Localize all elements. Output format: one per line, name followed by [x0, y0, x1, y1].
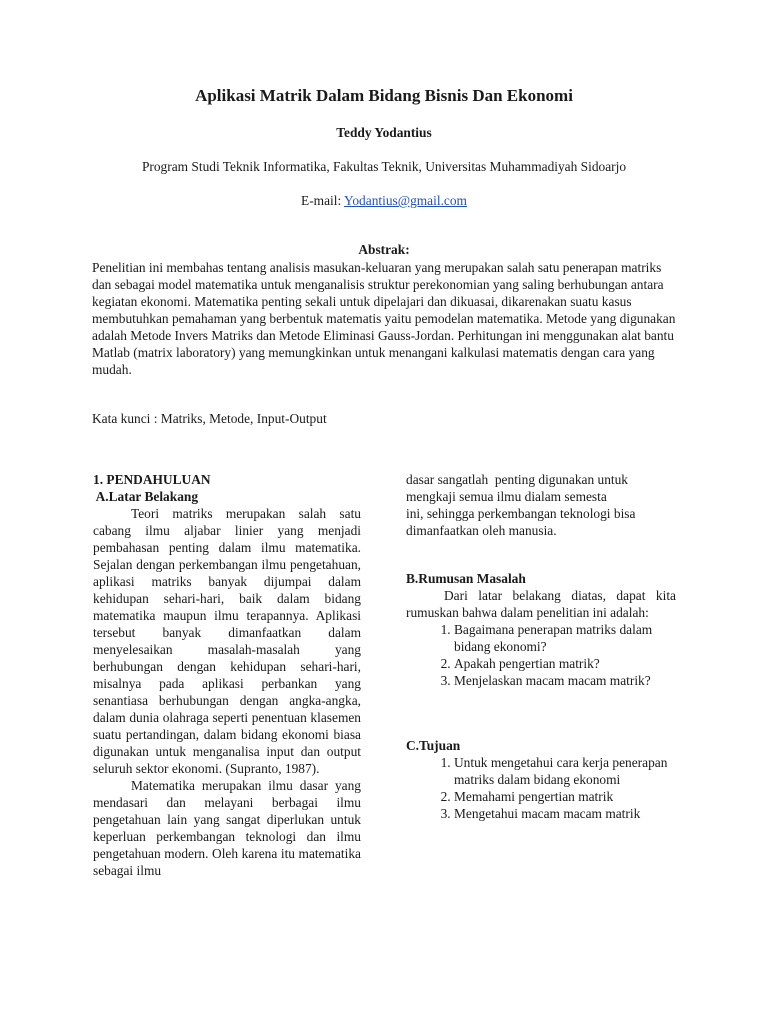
- abstract-heading: Abstrak:: [358, 242, 410, 257]
- rumusan-list: [406, 621, 676, 689]
- paragraph-2-continued-line-3: ini, sehingga perkembangan teknologi bisa dimanfaatkan oleh manusia.: [406, 506, 636, 538]
- paragraph-2: Matematika merupakan ilmu dasar yang mendasari dan melayani berbagai ilmu pengetahuan lain yang sangat diperlukan untuk keperluan perkembangan teknologi dan ilmu pengetahuan modern. Oleh karena itu matematika sebagai ilmu: [93, 778, 361, 878]
- list-item: 2. Apakah pengertian matrik?: [454, 655, 676, 672]
- list-item: 1. Bagaimana penerapan matriks dalam bidang ekonomi?: [454, 621, 676, 655]
- email-line: [0, 192, 768, 209]
- list-item: 3. Menjelaskan macam macam matrik?: [454, 672, 676, 689]
- paragraph-1: Teori matriks merupakan salah satu cabang ilmu aljabar linier yang menjadi pembahasan penting dalam ilmu matematika. Sejalan dengan perkembangan ilmu pengetahuan, aplikasi matriks banyak dijumpai dalam kehidupan sehari-hari, baik dalam bidang matematika maupun ilmu terapannya. Aplikasi tersebut banyak dimanfaatkan dalam menyelesaikan masalah-masalah yang berhubungan dengan kehidupan sehari-hari, misalnya pada aplikasi perbankan yang senantiasa berhubungan dengan angka-angka, dalam dunia olahraga seperti penentuan klasemen suatu pertandingan, dalam bidang ekonomi biasa digunakan untuk menganalisa input dan output seluruh sektor ekonomi. (Supranto, 1987).: [93, 506, 361, 776]
- tujuan-list: [406, 754, 676, 822]
- left-column: [93, 471, 361, 879]
- section-heading-rumusan-masalah: B.Rumusan Masalah: [406, 571, 526, 586]
- subheading-latar-belakang: A.Latar Belakang: [93, 489, 199, 504]
- right-column: [406, 471, 676, 822]
- email-label: E-mail:: [301, 193, 345, 208]
- section-heading-tujuan: C.Tujuan: [406, 738, 461, 753]
- email-link[interactable]: Yodantius@gmail.com: [344, 193, 467, 208]
- paper-title: Aplikasi Matrik Dalam Bidang Bisnis Dan Ekonomi: [195, 86, 573, 105]
- keywords: Kata kunci : Matriks, Metode, Input-Output: [92, 411, 327, 426]
- affiliation: Program Studi Teknik Informatika, Fakultas Teknik, Universitas Muhammadiyah Sidoarjo: [141, 159, 627, 174]
- rumusan-intro: Dari latar belakang diatas, dapat kita rumuskan bahwa dalam penelitian ini adalah:: [406, 588, 676, 620]
- list-item: 2. Memahami pengertian matrik: [454, 788, 676, 805]
- author-name: Teddy Yodantius: [336, 125, 432, 140]
- abstract-text: Penelitian ini membahas tentang analisis masukan-keluaran yang merupakan salah satu penerapan matriks dan sebagai model matematika untuk menganalisis struktur perekonomian yang saling berhubungan antara kegiatan ekonomi. Matematika penting sekali untuk dipelajari dan dikuasai, dikarenakan suatu kasus membutuhkan pemahaman yang berbentuk matematis yaitu pemodelan matematika. Metode yang digunakan adalah Metode Invers Matriks dan Metode Eliminasi Gauss-Jordan. Perhitungan ini menggunakan alat bantu Matlab (matrix laboratory) yang memungkinkan untuk menangani kalkulasi matematis dengan cara yang mudah.: [92, 260, 676, 377]
- paragraph-2-continued-line-2: mengkaji semua ilmu dialam semesta: [406, 489, 607, 504]
- list-item: 1. Untuk mengetahui cara kerja penerapan matriks dalam bidang ekonomi: [454, 754, 676, 788]
- list-item: 3. Mengetahui macam macam matrik: [454, 805, 676, 822]
- paragraph-2-continued-line-1: dasar sangatlah penting digunakan untuk: [406, 472, 629, 487]
- section-heading-pendahuluan: 1. PENDAHULUAN: [93, 472, 211, 487]
